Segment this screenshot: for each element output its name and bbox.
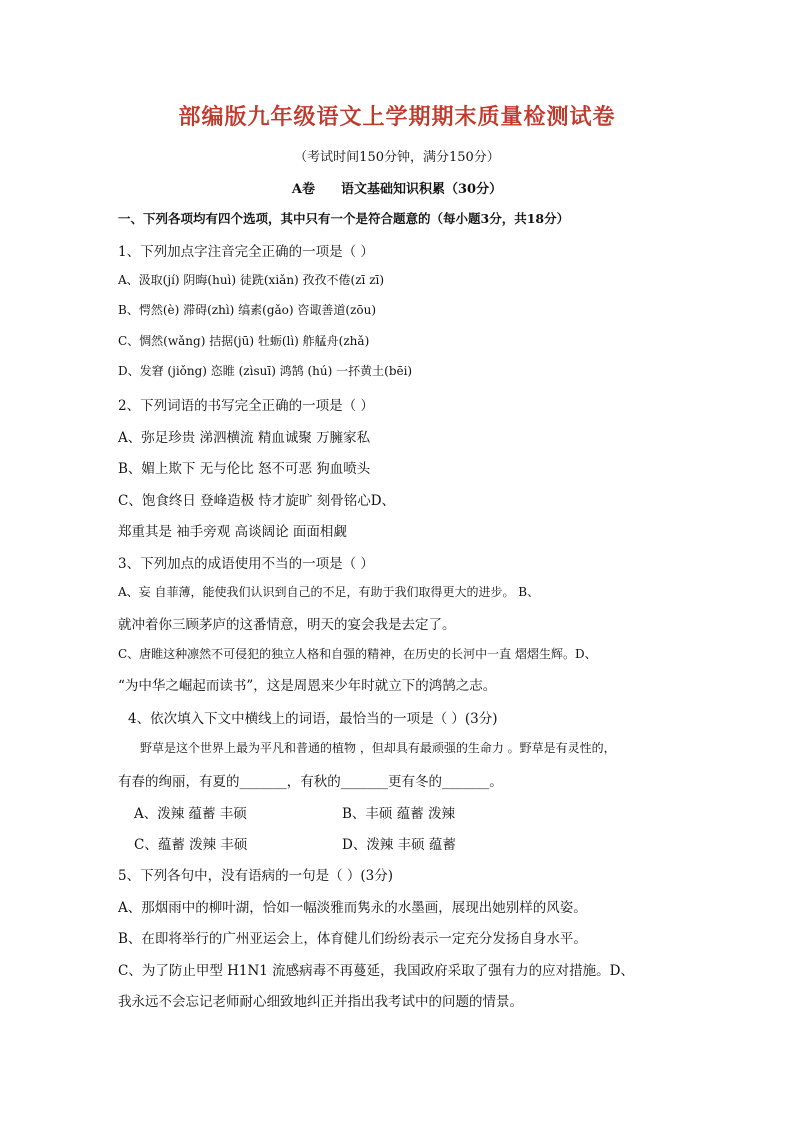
q2-option-d: 郑重其是 袖手旁观 高谈阔论 面面相觑 <box>118 524 347 540</box>
q4-stem: 4、依次填入下文中横线上的词语，最恰当的一项是（ ）(3分) <box>128 711 498 727</box>
q2-option-c: C、饱食终日 登峰造极 恃才旋旷 刻骨铭心D、 <box>118 493 396 509</box>
q4-option-b: B、丰硕 蕴蓄 泼辣 <box>342 806 456 822</box>
exam-title: 部编版九年级语文上学期期末质量检测试卷 <box>178 104 616 130</box>
q3-option-d: “为中华之崛起而读书”，这是周恩来少年时就立下的鸿鹄之志。 <box>118 678 497 694</box>
q5-option-c: C、为了防止甲型 H1N1 流感病毒不再蔓延，我国政府采取了强有力的应对措施。D、 <box>118 963 634 979</box>
section-heading <box>0 178 794 197</box>
q2-option-b: B、媚上欺下 无与伦比 怒不可恶 狗血喷头 <box>118 461 371 477</box>
q2-option-a: A、弥足珍贵 涕泗横流 精血诚聚 万臃家私 <box>118 430 371 446</box>
q1-option-b: B、愕然(è) 滞碍(zhì) 缟素(gǎo) 咨诹善道(zōu) <box>118 303 377 317</box>
section-label: A卷 <box>291 182 315 197</box>
q4-option-c: C、蕴蓄 泼辣 丰硕 <box>134 837 248 853</box>
part1-heading: 一、下列各项均有四个选项，其中只有一个是符合题意的（每小题3分，共18分） <box>118 211 570 226</box>
q4-passage-line2: 有春的绚丽，有夏的_______，有秋的_______更有冬的_______。 <box>118 774 503 790</box>
q4-passage-line1: 野草是这个世界上最为平凡和普通的植物 ，但却具有最顽强的生命力 。野草是有灵性的， <box>140 741 616 755</box>
exam-subtitle: （考试时间150分钟，满分150分） <box>294 150 500 165</box>
q2-stem: 2、下列词语的书写完全正确的一项是（ ） <box>118 398 374 414</box>
q1-option-d: D、发窘 (jiǒng) 恣睢 (zìsuī) 鸿鹄 (hú) 一抔黄土(bēi) <box>118 364 413 378</box>
q3-stem: 3、下列加点的成语使用不当的一项是（ ） <box>118 556 374 572</box>
q3-option-c: C、唐睢这种凛然不可侵犯的独立人格和自强的精神，在历史的长河中一直 熠熠生辉。D、 <box>118 647 597 661</box>
q3-option-b: 就冲着你三顾茅庐的这番情意，明天的宴会我是去定了。 <box>118 617 456 633</box>
q5-stem: 5、下列各句中，没有语病的一句是（ ）(3分) <box>118 868 394 884</box>
q5-option-b: B、在即将举行的广州亚运会上，体育健儿们纷纷表示一定充分发扬自身水平。 <box>118 931 587 947</box>
q1-option-c: C、惆然(wǎng) 拮据(jū) 牡蛎(lì) 舴艋舟(zhǎ) <box>118 334 370 348</box>
q1-stem: 1、下列加点字注音完全正确的一项是（ ） <box>118 244 374 260</box>
q4-option-d: D、泼辣 丰硕 蕴蓄 <box>342 837 456 853</box>
q5-option-a: A、那烟雨中的柳叶湖，恰如一幅淡雅而隽永的水墨画，展现出她别样的风姿。 <box>118 900 587 916</box>
q1-option-a: A、汲取(jí) 阴晦(huì) 徒跣(xiǎn) 孜孜不倦(zī zī) <box>118 273 385 287</box>
q5-option-d: 我永远不会忘记老师耐心细致地纠正并指出我考试中的问题的情景。 <box>118 994 523 1010</box>
q3-option-a: A、妄 自菲薄，能使我们认识到自己的不足，有助于我们取得更大的进步。 B、 <box>118 585 540 599</box>
q4-option-a: A、泼辣 蕴蓄 丰硕 <box>134 806 247 822</box>
section-name: 语文基础知识积累（30分） <box>341 182 503 197</box>
